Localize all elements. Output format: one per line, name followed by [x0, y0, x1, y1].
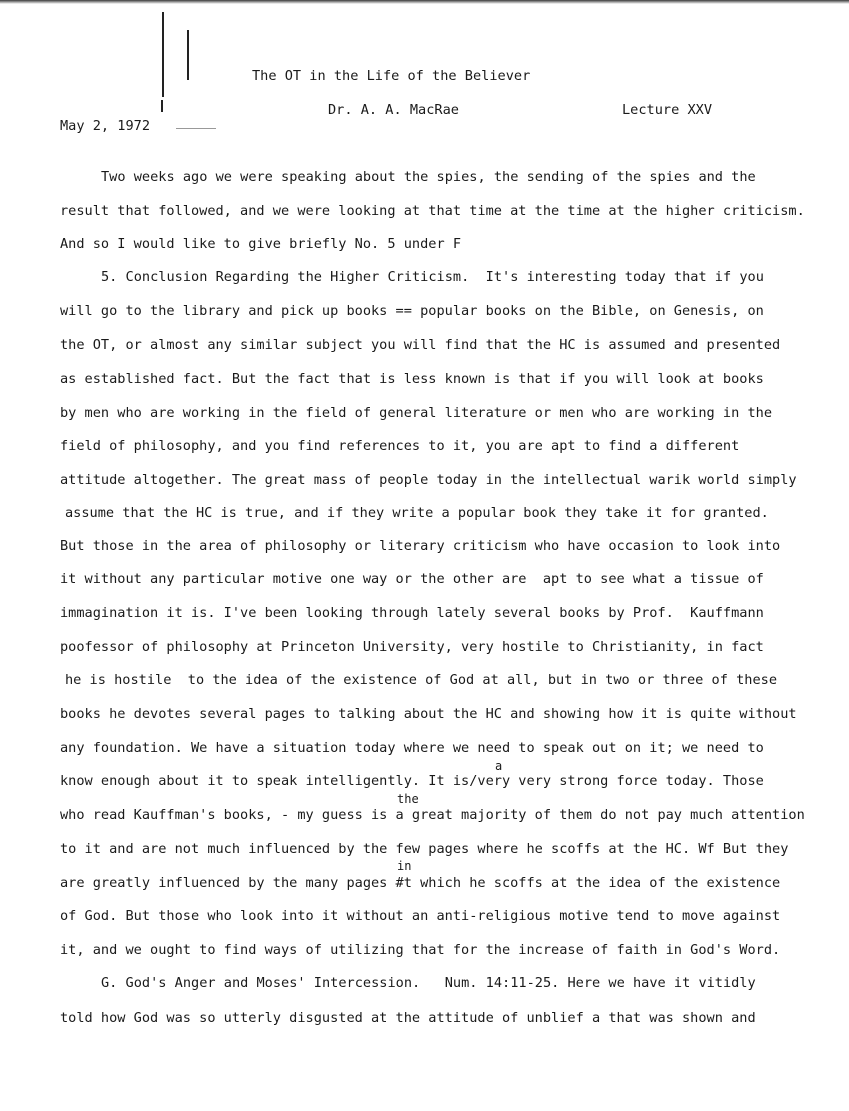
body-line: But those in the area of philosophy or literary criticism who have occasion to look into: [60, 538, 781, 554]
body-line: And so I would like to give briefly No. 5 under F: [60, 236, 462, 252]
body-line: to it and are not much influenced by the few pages where he scoffs at the HC. Wf But they: [60, 841, 789, 857]
body-line: immagination it is. I've been looking through lately several books by Prof. Kauffmann: [60, 605, 764, 621]
body-line: by men who are working in the field of general literature or men who are working in the: [60, 405, 773, 421]
body-line: of God. But those who look into it without an anti-religious motive tend to move against: [60, 908, 781, 924]
body-line: are greatly influenced by the many pages #t which he scoffs at the idea of the existence: [60, 875, 781, 891]
binding-mark-dot: [161, 100, 163, 112]
body-line: will go to the library and pick up books == popular books on the Bible, on Genesis, on: [60, 303, 764, 319]
body-line: as established fact. But the fact that is less known is that if you will look at books: [60, 371, 764, 387]
body-line: 5. Conclusion Regarding the Higher Criticism. It's interesting today that if you: [101, 269, 764, 285]
body-line: who read Kauffman's books, - my guess is a great majority of them do not pay much attention: [60, 807, 805, 823]
binding-tick: [176, 128, 216, 129]
interlinear-insertion: in: [397, 859, 412, 873]
interlinear-insertion: the: [397, 792, 419, 806]
binding-mark-right: [187, 30, 189, 80]
body-line: assume that the HC is true, and if they write a popular book they take it for granted.: [65, 505, 769, 521]
body-line: result that followed, and we were looking at that time at the time at the higher criticism.: [60, 203, 805, 219]
body-line: G. God's Anger and Moses' Intercession. Num. 14:11-25. Here we have it vitidly: [101, 975, 756, 991]
body-line: told how God was so utterly disgusted at the attitude of unblief a that was shown and: [60, 1010, 756, 1026]
body-line: it, and we ought to find ways of utilizing that for the increase of faith in God's Word.: [60, 942, 781, 958]
body-line: know enough about it to speak intelligently. It is/very very strong force today. Those: [60, 773, 764, 789]
body-line: the OT, or almost any similar subject you will find that the HC is assumed and presented: [60, 337, 781, 353]
body-line: he is hostile to the idea of the existence of God at all, but in two or three of these: [65, 672, 778, 688]
binding-mark-left: [162, 12, 164, 97]
body-line: it without any particular motive one way or the other are apt to see what a tissue of: [60, 571, 764, 587]
body-line: Two weeks ago we were speaking about the spies, the sending of the spies and the: [101, 169, 756, 185]
body-line: attitude altogether. The great mass of people today in the intellectual warik world simply: [60, 472, 797, 488]
document-title: The OT in the Life of the Believer: [252, 68, 531, 84]
body-line: poofessor of philosophy at Princeton University, very hostile to Christianity, in fact: [60, 639, 764, 655]
page-top-edge: [0, 0, 849, 4]
author-name: Dr. A. A. MacRae: [328, 102, 459, 118]
body-line: field of philosophy, and you find references to it, you are apt to find a different: [60, 438, 740, 454]
lecture-date: May 2, 1972: [60, 118, 151, 134]
lecture-number: Lecture XXV: [622, 102, 713, 118]
interlinear-insertion: a: [495, 759, 503, 773]
body-line: books he devotes several pages to talking about the HC and showing how it is quite without: [60, 706, 797, 722]
body-line: any foundation. We have a situation today where we need to speak out on it; we need to: [60, 740, 764, 756]
